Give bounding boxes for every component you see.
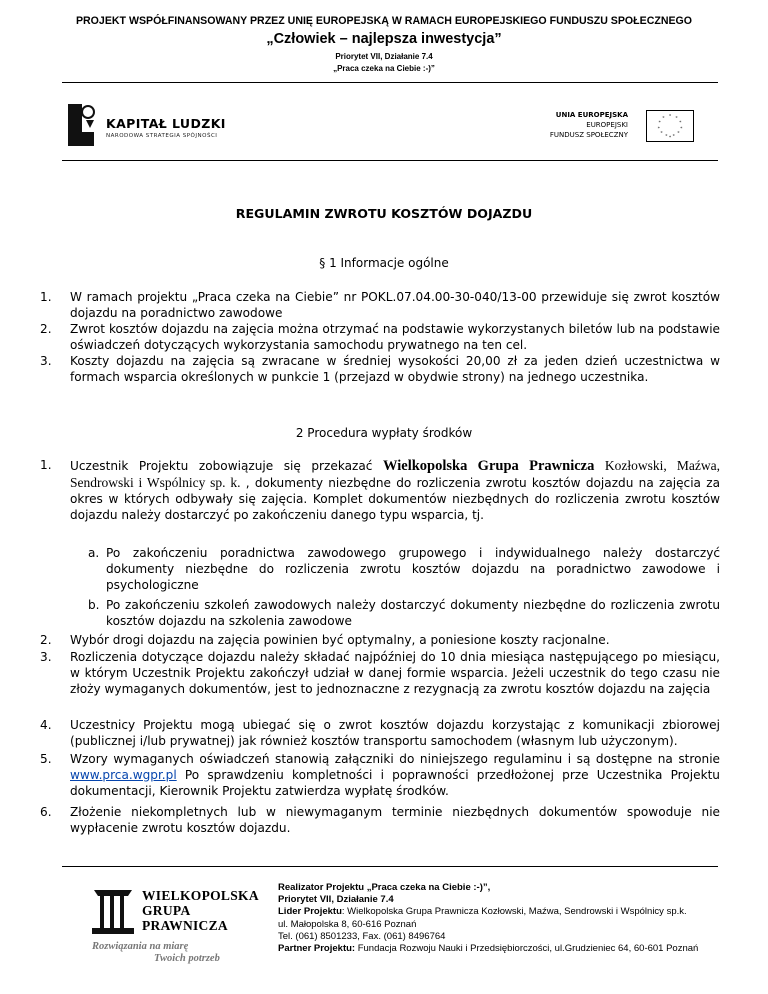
section1-item-1 [40,290,720,322]
svg-text:*: * [675,116,678,122]
kapital-ludzki-logo [64,102,284,150]
section1-heading: § 1 Informacje ogólne [319,256,449,270]
svg-text:*: * [679,121,682,127]
section2-item-1a [88,546,720,594]
svg-text:*: * [660,131,663,137]
svg-text:*: * [668,136,672,142]
svg-text:*: * [672,134,675,140]
list-number: 2. [40,322,52,336]
list-text: Rozliczenia dotyczące dojazdu należy składać najpóźniej do 10 dnia miesiąca następującego po miesiącu, w którym Uczestnik Projektu zakończył udział w danej formie wsparcia. Jeżeli uczestnik do tego czasu nie złoży wymaganych dokumentów, jest to jednoznaczne z rezygnacją za zwrotu kosztów dojazdu na zajęcia [70,650,720,696]
wgp-tagline-2: Twoich potrzeb [154,953,220,964]
list-number: 3. [40,650,52,664]
footer-lider-value: : Wielkopolska Grupa Prawnicza Kozłowski, Maźwa, Sendrowski i Wspólnicy sp.k. [341,906,687,918]
section2-item-3 [40,650,720,698]
kapital-ludzki-title: KAPITAŁ LUDZKI [106,116,226,131]
wgp-logo [88,880,268,970]
list-text: Po zakończeniu poradnictwa zawodowego grupowego i indywidualnego należy dostarczyć dokumenty niezbędne do rozliczenia zwrotu kosztów dojazdu na poradnictwo zawodowe i psychologiczne [106,546,720,592]
eu-logo-text [550,110,628,140]
svg-text:*: * [662,116,665,122]
header-project-name: „Praca czeka na Ciebie :-)” [333,64,435,73]
company-name-bold: Wielkopolska Grupa Prawnicza [383,458,595,474]
footer-partner [278,943,710,955]
list-text: Uczestnicy Projektu mogą ubiegać się o zwrot kosztów dojazdu korzystając z komunikacji zbiorowej (publicznej i/lub prywatnej) jak również kosztów transportu samochodem (własnym lub użyczonym). [70,718,720,748]
header-divider [62,82,718,83]
section2-item-6 [40,805,720,837]
header-cofinancing-line: PROJEKT WSPÓŁFINANSOWANY PRZEZ UNIĘ EUROPEJSKĄ W RAMACH EUROPEJSKIEGO FUNDUSZU SPOŁECZNEGO [75,15,693,27]
list-number: 1. [40,458,52,472]
footer-info [278,882,710,955]
wgp-logo-line2: GRUPA [142,903,191,918]
svg-text:*: * [668,114,672,120]
svg-text:*: * [657,126,660,132]
svg-text:*: * [677,131,680,137]
list-number: 6. [40,805,52,819]
section2-item-5 [40,752,720,800]
footer-realizator: Realizator Projektu „Praca czeka na Ciebie :-)”, [278,882,491,893]
footer-partner-value: Fundacja Rozwoju Nauki i Przedsiębiorczości, ul.Grudzieniec 64, 60-601 Poznań [355,943,699,955]
section2-item-2 [40,633,720,649]
list-text: Złożenie niekompletnych lub w niewymaganym terminie niezbędnych dokumentów spowoduje nie wypłacenie zwrotu kosztów dojazdu. [70,805,720,835]
svg-text:*: * [665,134,668,140]
footer-phones: Tel. (061) 8501233, Fax. (061) 8496764 [278,930,446,942]
wgp-logo-line3: PRAWNICZA [142,918,228,933]
header-priority: Priorytet VII, Działanie 7.4 [335,52,433,61]
list-number: 2. [40,633,52,647]
eu-logo [544,110,694,144]
header-slogan: „Człowiek – najlepsza inwestycja” [266,31,502,47]
list-text: W ramach projektu „Praca czeka na Ciebie” nr POKL.07.04.00-30-040/13-00 przewiduje się zwrot kosztów dojazdu na poradnictwo zawodowe [70,290,720,320]
eu-logo-line3: FUNDUSZ SPOŁECZNY [549,131,628,139]
list-text-post: Po sprawdzeniu kompletności i poprawności przedłożonej prze Uczestnika Projektu dokumentacji, Kierownik Projektu zatwierdza wypłatę środków. [70,767,720,798]
list-text-post: , dokumenty niezbędne do rozliczenia zwrotu kosztów dojazdu na zajęcia za okres w których odbywały się zajęcia. Komplet dokumentów niezbędnych do rozliczenia zwrotu kosztów dojazdu należy dostarczyć po zakończeniu danego typu wsparcia, tj. [70,475,720,522]
section2-item-4 [40,718,720,750]
footer-address: ul. Małopolska 8, 60-616 Poznań [278,918,417,930]
logo-divider [62,160,718,161]
footer-lider [278,906,710,918]
list-text: Koszty dojazdu na zajęcia są zwracane w średniej wysokości 20,00 zł za jeden dzień uczestnictwa w formach wsparcia określonych w punkcie 1 (przejazd w obydwie strony) na jednego uczestnika. [70,354,720,384]
list-text: Zwrot kosztów dojazdu na zajęcia można otrzymać na podstawie wykorzystanych biletów lub na podstawie oświadczeń dotyczących wykorzystania samochodu prywatnego na ten cel. [70,322,720,352]
list-text: Wybór drogi dojazdu na zajęcia powinien być optymalny, a poniesione koszty racjonalne. [70,633,610,647]
eu-logo-line1: UNIA EUROPEJSKA [555,111,628,119]
section2-item-1b [88,598,720,630]
company-name-rest: Kozłowski, Maźwa, Sendrowski i Wspólnicy sp. k. [70,458,720,490]
footer-partner-label: Partner Projektu: [278,943,356,955]
website-link[interactable]: www.prca.wgpr.pl [70,767,177,782]
footer-divider [62,866,718,867]
footer-lider-label: Lider Projektu [278,906,342,918]
section2-item-1 [40,458,720,524]
list-text-pre: Uczestnik Projektu zobowiązuje się przekazać [70,459,373,473]
section1-item-2 [40,322,720,354]
svg-text:*: * [680,126,683,132]
list-letter: b. [88,598,100,612]
list-number: 3. [40,354,52,368]
section1-item-3 [40,354,720,386]
kapital-ludzki-emblem-icon [64,102,98,148]
list-text: Po zakończeniu szkoleń zawodowych należy dostarczyć dokumenty niezbędne do rozliczenia zwrotu kosztów dojazdu na szkolenia zawodowe [106,598,720,628]
kapital-ludzki-subtitle: NARODOWA STRATEGIA SPÓJNOŚCI [106,133,218,139]
eu-flag-icon [646,110,694,142]
list-letter: a. [88,546,100,560]
footer-priority: Priorytet VII, Działanie 7.4 [278,894,394,906]
list-text-pre: Wzory wymaganych oświadczeń stanowią załączniki do niniejszego regulaminu i są dostępne na stronie [70,752,720,766]
list-number: 1. [40,290,52,304]
list-number: 5. [40,752,52,766]
wgp-emblem-icon [88,884,138,940]
eu-logo-line2: EUROPEJSKI [586,121,628,129]
list-number: 4. [40,718,52,732]
svg-text:*: * [658,121,661,127]
section2-heading: 2 Procedura wypłaty środków [295,426,473,440]
wgp-logo-line1: WIELKOPOLSKA [142,888,259,903]
wgp-tagline-1: Rozwiązania na miarę [92,941,189,952]
document-title: REGULAMIN ZWROTU KOSZTÓW DOJAZDU [235,206,533,221]
